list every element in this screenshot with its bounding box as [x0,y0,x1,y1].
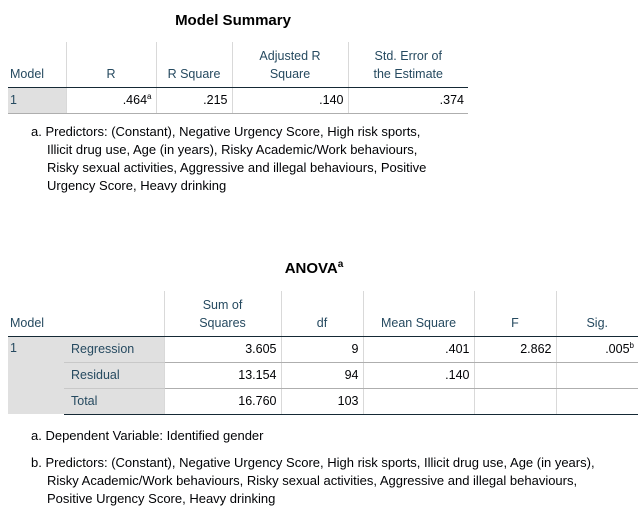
anova-table [8,291,638,415]
row-label-total: Total [64,388,164,414]
col-header-adj-r-square: Adjusted R Square [232,42,348,87]
col-header-blank [64,291,164,336]
model-summary-title: Model Summary [175,12,291,29]
cell-f [474,362,556,388]
col-header-r: R [66,42,156,87]
anova-title: ANOVA$^a$ [284,259,344,277]
model-summary-footnote: a. Predictors: (Constant), Negative Urgency Score, High risk sports, Illicit drug use, Age (in years), Risky Academic/Work behaviours, Risky sexual activities, Aggressive and illegal behaviours, Positive Urgency Score, Heavy drinking [31,124,427,193]
col-header-sig: Sig. [556,291,638,336]
cell-sig [556,388,638,414]
cell-mean-square [363,388,474,414]
cell-std-error: .374 [348,87,468,113]
col-header-r-square: R Square [156,42,232,87]
cell-mean-square: .401 [363,336,474,362]
footnote-marker: a [147,92,152,102]
table-row [8,336,638,362]
col-header-sum-of-squares: Sum of Squares [164,291,281,336]
cell-df: 103 [281,388,363,414]
footnote-marker: a [337,259,344,270]
col-header-std-error: Std. Error of the Estimate [348,42,468,87]
col-header-f: F [474,291,556,336]
cell-mean-square: .140 [363,362,474,388]
col-header-df: df [281,291,363,336]
cell-sig: .005$^b$ [556,336,638,362]
col-header-mean-square: Mean Square [363,291,474,336]
cell-f [474,388,556,414]
col-header-model: Model [8,291,64,336]
cell-sum-of-squares: 13.154 [164,362,281,388]
row-label-regression: Regression [64,336,164,362]
table-row [8,362,638,388]
model-summary-table [8,42,468,114]
cell-r-square: .215 [156,87,232,113]
cell-sum-of-squares: 16.760 [164,388,281,414]
footnote-marker: b [629,341,634,351]
cell-f: 2.862 [474,336,556,362]
cell-adj-r-square: .140 [232,87,348,113]
cell-df: 94 [281,362,363,388]
table-row [8,87,468,113]
cell-df: 9 [281,336,363,362]
row-model-number: 1 [8,87,66,113]
anova-footnote-b: b. Predictors: (Constant), Negative Urgency Score, High risk sports, Illicit drug use, Age (in years), Risky Academic/Work behaviours, Risky sexual activities, Aggressive and illegal behaviours, Positive Urgency Score, Heavy drinking [31,455,595,506]
anova-footnote-a: a. Dependent Variable: Identified gender [31,428,264,443]
table-row [8,388,638,414]
row-label-residual: Residual [64,362,164,388]
cell-r: .464$^a$ [66,87,156,113]
cell-sig [556,362,638,388]
row-model-number: 1 [8,336,64,414]
cell-sum-of-squares: 3.605 [164,336,281,362]
col-header-model: Model [8,42,66,87]
